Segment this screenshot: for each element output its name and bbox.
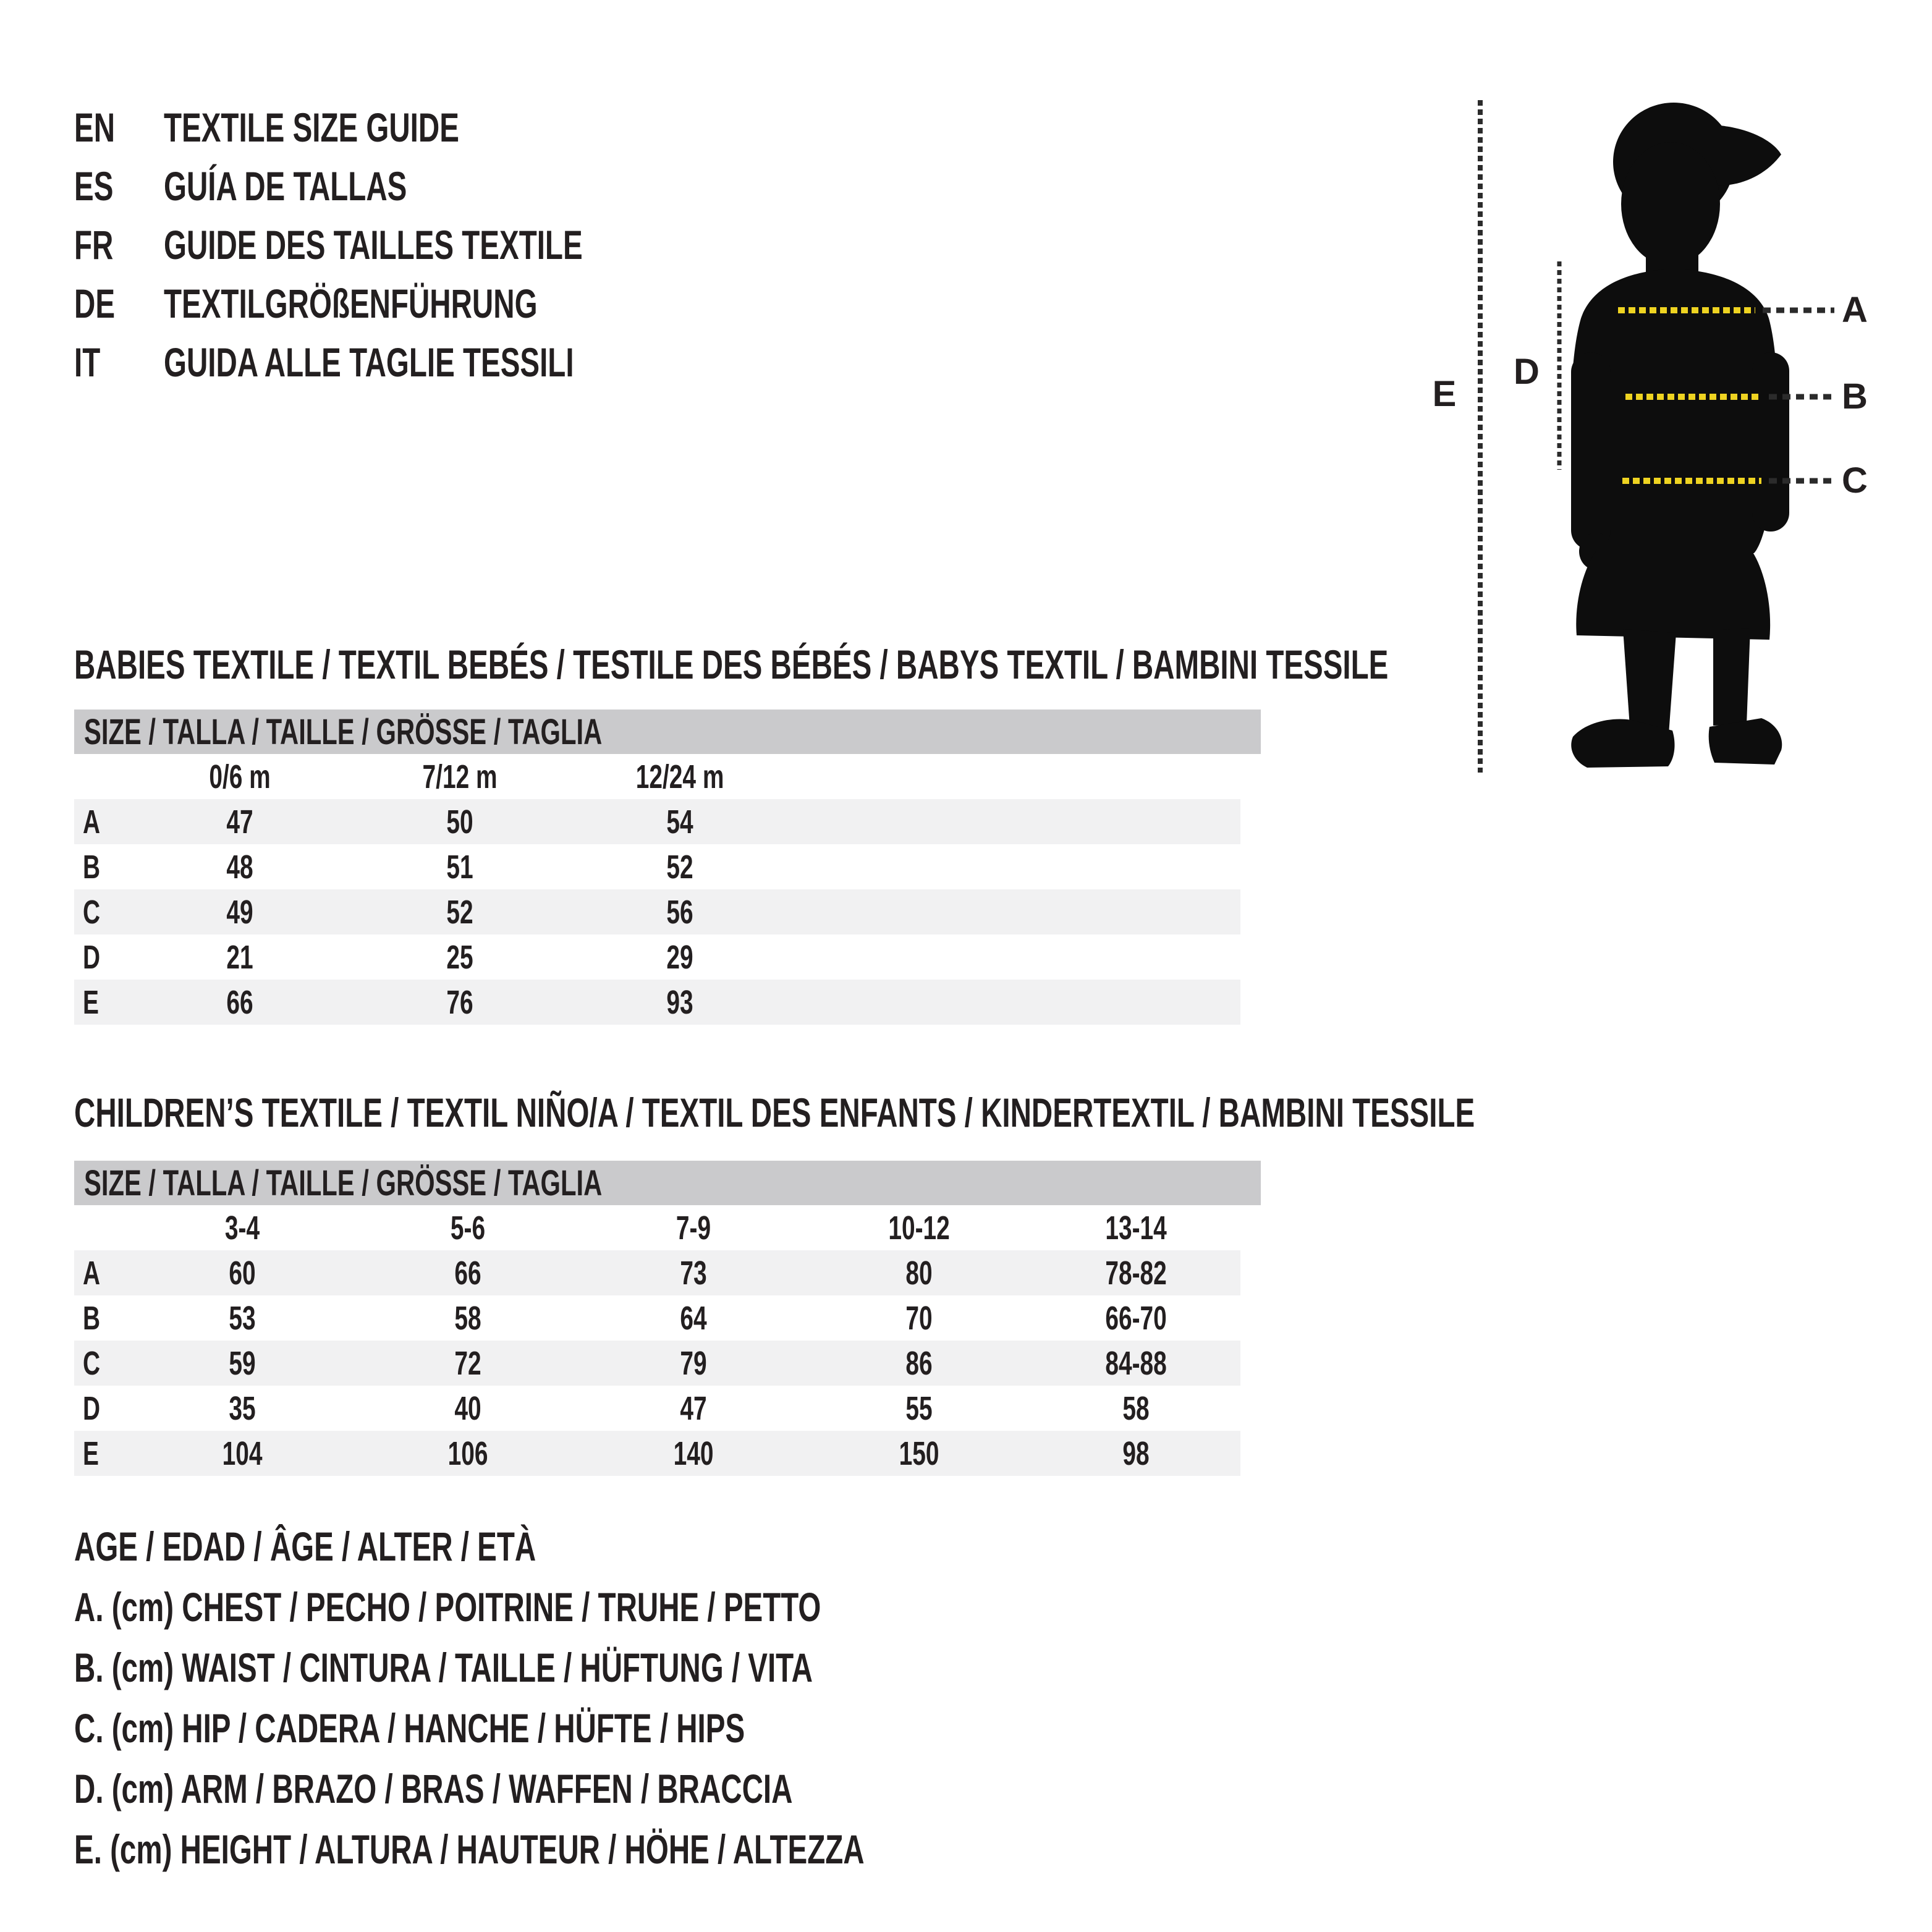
children-row-d: D 35 40 47 55 58 xyxy=(83,1389,1150,1427)
babies-section-heading: BABIES TEXTILE / TEXTIL BEBÉS / TESTILE DES BÉBÉS / BABYS TEXTIL / BAMBINI TESSILE xyxy=(74,642,1389,687)
lang-code-de: DE xyxy=(74,280,116,326)
lang-title-en: TEXTILE SIZE GUIDE xyxy=(164,104,459,150)
lang-code-fr: FR xyxy=(74,221,114,268)
children-col-0: 3-4 xyxy=(225,1209,260,1247)
children-row-a: A 60 66 73 80 78-82 xyxy=(74,1250,1240,1295)
babies-size-table xyxy=(74,710,1261,1025)
babies-row-e: E 66 76 93 xyxy=(74,980,1240,1025)
babies-col-1: 7/12 m xyxy=(422,758,498,795)
lang-row-fr xyxy=(74,215,745,274)
children-col-1: 5-6 xyxy=(451,1209,486,1247)
lang-row-de xyxy=(74,274,745,333)
language-title-list xyxy=(74,98,745,391)
lang-title-fr: GUIDE DES TAILLES TEXTILE xyxy=(164,221,583,268)
babies-col-0: 0/6 m xyxy=(209,758,271,795)
figure-label-a: A xyxy=(1842,290,1868,330)
babies-row-a: A 47 50 54 xyxy=(74,799,1240,844)
children-row-e: E 104 106 140 150 98 xyxy=(74,1431,1240,1476)
lang-code-it: IT xyxy=(74,339,101,385)
children-section-heading: CHILDREN’S TEXTILE / TEXTIL NIÑO/A / TEXTIL DES ENFANTS / KINDERTEXTIL / BAMBINI TESSILE xyxy=(74,1090,1475,1135)
babies-col-2: 12/24 m xyxy=(635,758,724,795)
babies-size-header-bar: SIZE / TALLA / TAILLE / GRÖSSE / TAGLIA xyxy=(74,710,1261,754)
children-col-3: 10-12 xyxy=(888,1209,951,1247)
babies-row-d: D 21 25 29 xyxy=(83,938,693,976)
measurement-legend xyxy=(74,1516,1172,1879)
lang-code-en: EN xyxy=(74,104,116,150)
legend-waist: B. (cm) WAIST / CINTURA / TAILLE / HÜFTUNG / VITA xyxy=(74,1645,813,1690)
lang-title-it: GUIDA ALLE TAGLIE TESSILI xyxy=(164,339,574,385)
lang-row-en xyxy=(74,98,745,156)
lang-code-es: ES xyxy=(74,163,114,209)
figure-label-e: E xyxy=(1432,374,1457,414)
children-col-4: 13-14 xyxy=(1105,1209,1167,1247)
figure-label-b: B xyxy=(1842,376,1868,417)
children-size-header-bar: SIZE / TALLA / TAILLE / GRÖSSE / TAGLIA xyxy=(74,1161,1261,1205)
babies-row-b: B 48 51 52 xyxy=(83,848,693,886)
lang-title-es: GUÍA DE TALLAS xyxy=(164,163,407,209)
babies-column-headers xyxy=(74,754,1240,799)
children-size-table xyxy=(74,1161,1261,1476)
children-col-2: 7-9 xyxy=(676,1209,711,1247)
children-row-c: C 59 72 79 86 84-88 xyxy=(74,1341,1240,1386)
legend-arm: D. (cm) ARM / BRAZO / BRAS / WAFFEN / BRACCIA xyxy=(74,1766,793,1811)
children-column-headers xyxy=(74,1205,1240,1250)
children-row-b: B 53 58 64 70 66-70 xyxy=(83,1299,1167,1337)
legend-chest: A. (cm) CHEST / PECHO / POITRINE / TRUHE / PETTO xyxy=(74,1584,821,1630)
legend-height: E. (cm) HEIGHT / ALTURA / HAUTEUR / HÖHE / ALTEZZA xyxy=(74,1826,865,1872)
figure-label-d: D xyxy=(1514,352,1540,392)
legend-hip: C. (cm) HIP / CADERA / HANCHE / HÜFTE / HIPS xyxy=(74,1705,745,1751)
lang-row-es xyxy=(74,156,745,215)
babies-row-c: C 49 52 56 xyxy=(74,889,1240,934)
legend-age: AGE / EDAD / ÂGE / ALTER / ETÀ xyxy=(74,1523,536,1569)
lang-title-de: TEXTILGRÖßENFÜHRUNG xyxy=(164,280,538,326)
figure-label-c: C xyxy=(1842,460,1868,501)
lang-row-it xyxy=(74,333,745,391)
